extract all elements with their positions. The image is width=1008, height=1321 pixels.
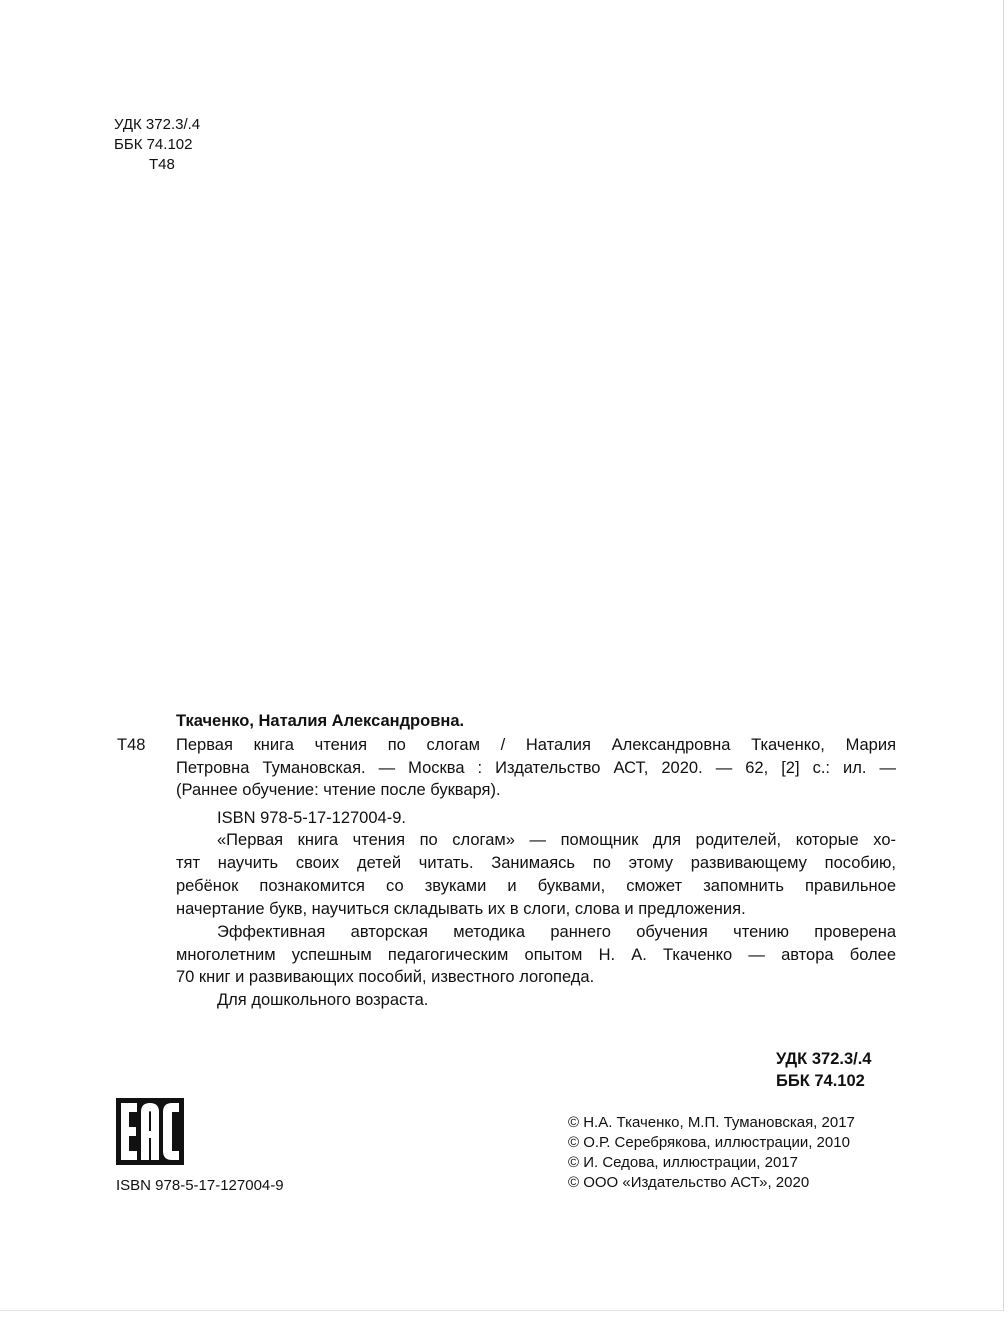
annotation-line: начертание букв, научиться складывать их в слоги, слова и предложения.	[176, 900, 746, 918]
copyright-line: © И. Седова, иллюстрации, 2017	[568, 1154, 798, 1171]
udk-code: УДК 372.3/.4	[114, 116, 201, 133]
bibliographic-line: (Раннее обучение: чтение после букваря).	[176, 781, 501, 799]
annotation-line: Эффективная авторская методика раннего обучения чтению проверена	[217, 923, 896, 941]
annotation-line: тят научить своих детей читать. Занимаясь по этому развивающему пособию,	[176, 854, 896, 872]
copyright-line: © О.Р. Серебрякова, иллюстрации, 2010	[568, 1134, 850, 1151]
eac-certification-logo	[116, 1098, 184, 1165]
udk-code-bottom: УДК 372.3/.4	[776, 1050, 872, 1068]
bibliographic-line: Петровна Тумановская. — Москва : Издательство АСТ, 2020. — 62, [2] с.: ил. —	[176, 759, 896, 777]
annotation-line: 70 книг и развивающих пособий, известного логопеда.	[176, 968, 595, 986]
author-sign-code-left: Т48	[117, 736, 146, 754]
isbn-bottom: ISBN 978-5-17-127004-9	[116, 1177, 284, 1194]
bbk-code-bottom: ББК 74.102	[776, 1072, 865, 1090]
isbn-record: ISBN 978-5-17-127004-9.	[217, 809, 406, 827]
bbk-code: ББК 74.102	[114, 136, 193, 153]
top-classification-block	[114, 115, 200, 175]
author-heading: Ткаченко, Наталия Александровна.	[176, 712, 465, 730]
copyright-line: © Н.А. Ткаченко, М.П. Тумановская, 2017	[568, 1114, 855, 1131]
age-rating: Для дошкольного возраста.	[217, 991, 429, 1009]
annotation-line: ребёнок познакомится со звуками и буквами, сможет запомнить правильное	[176, 877, 896, 895]
annotation-line: многолетним успешным педагогическим опытом Н. А. Ткаченко — автора более	[176, 946, 896, 964]
copyright-block	[568, 1113, 855, 1193]
bibliographic-line: Первая книга чтения по слогам / Наталия Александровна Ткаченко, Мария	[176, 736, 896, 754]
copyright-line: © ООО «Издательство АСТ», 2020	[568, 1174, 810, 1191]
annotation-line: «Первая книга чтения по слогам» — помощник для родителей, которые хо-	[217, 831, 896, 849]
eac-mark-icon	[116, 1098, 184, 1165]
author-sign-code: Т48	[149, 156, 175, 173]
